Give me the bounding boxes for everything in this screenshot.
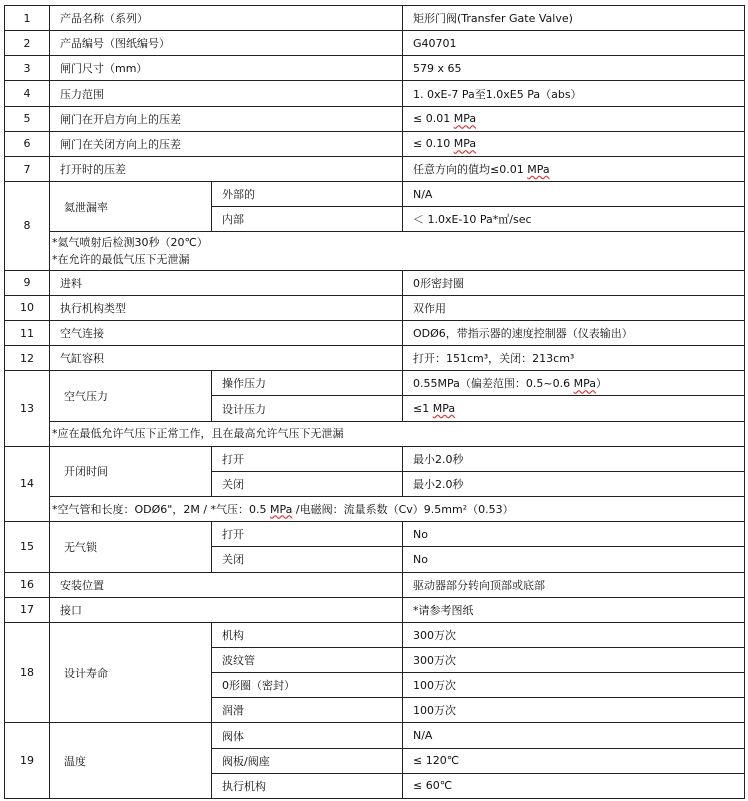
- sub-label: 阀体: [212, 723, 403, 748]
- value-text: 任意方向的值均≤0.01: [413, 163, 528, 177]
- field-value: N/A: [403, 723, 745, 748]
- field-value: 100万次: [403, 673, 745, 698]
- field-value: 驱动器部分转向顶部或底部: [403, 572, 745, 597]
- field-label: 打开时的压差: [50, 156, 403, 181]
- field-label: 空气压力: [50, 371, 212, 421]
- note-line: *在允许的最低气压下无泄漏: [52, 253, 190, 267]
- table-row: [5, 446, 745, 471]
- row-number: 2: [5, 31, 50, 56]
- field-value: 0形密封圈: [403, 270, 745, 295]
- field-label: 闸门在开启方向上的压差: [50, 106, 403, 131]
- sub-label: 外部的: [212, 182, 403, 207]
- sub-label: 波纹管: [212, 647, 403, 672]
- row-number: 19: [5, 723, 50, 799]
- field-value: *请参考图纸: [403, 597, 745, 622]
- note-cell: [50, 421, 745, 446]
- sub-label: 打开: [212, 522, 403, 547]
- unit-text: MPa: [270, 502, 293, 516]
- field-label: 气缸容积: [50, 346, 403, 371]
- table-row: [5, 6, 745, 31]
- field-value: 100万次: [403, 698, 745, 723]
- field-label: 设计寿命: [50, 622, 212, 723]
- row-number: 7: [5, 156, 50, 181]
- field-value: 打开：151cm³，关闭：213cm³: [403, 346, 745, 371]
- field-value: 双作用: [403, 295, 745, 320]
- table-row: [5, 31, 745, 56]
- table-row: [5, 232, 745, 270]
- field-label: 闸门尺寸（mm）: [50, 56, 403, 81]
- field-value: 1. 0xE-7 Pa至1.0xE5 Pa（abs）: [403, 81, 745, 106]
- row-number: 11: [5, 320, 50, 345]
- row-number: 14: [5, 446, 50, 521]
- field-value: [403, 106, 745, 131]
- unit-text: MPa: [573, 377, 596, 391]
- field-value: 300万次: [403, 622, 745, 647]
- sub-label: 0形圈（密封）: [212, 673, 403, 698]
- field-value: ODØ6，带指示器的速度控制器（仪表输出）: [403, 320, 745, 345]
- field-value: No: [403, 547, 745, 572]
- field-value: [403, 131, 745, 156]
- note-cell: [50, 232, 745, 270]
- table-row: [5, 497, 745, 522]
- field-value: 最小2.0秒: [403, 446, 745, 471]
- sub-label: 关闭: [212, 547, 403, 572]
- field-label: 产品名称（系列）: [50, 6, 403, 31]
- sub-label: 内部: [212, 207, 403, 232]
- row-number: 8: [5, 182, 50, 271]
- sub-label: 机构: [212, 622, 403, 647]
- note-line: *氦气喷射后检测30秒（20℃）: [52, 236, 208, 250]
- row-number: 6: [5, 131, 50, 156]
- field-value: 300万次: [403, 647, 745, 672]
- field-value: 579 x 65: [403, 56, 745, 81]
- note-cell: [50, 497, 745, 522]
- table-row: [5, 106, 745, 131]
- field-value: [403, 371, 745, 396]
- table-row: [5, 723, 745, 748]
- table-row: [5, 270, 745, 295]
- table-row: [5, 572, 745, 597]
- field-label: 接口: [50, 597, 403, 622]
- field-value: G40701: [403, 31, 745, 56]
- table-row: [5, 371, 745, 396]
- sub-label: 执行机构: [212, 773, 403, 798]
- row-number: 13: [5, 371, 50, 446]
- sub-label: 操作压力: [212, 371, 403, 396]
- field-label: 温度: [50, 723, 212, 799]
- sub-label: 关闭: [212, 471, 403, 496]
- field-label: 氦泄漏率: [50, 182, 212, 232]
- field-label: 闸门在关闭方向上的压差: [50, 131, 403, 156]
- sub-label: 设计压力: [212, 396, 403, 421]
- note-line: *应在最低允许气压下正常工作，且在最高允许气压下无泄漏: [52, 427, 344, 441]
- unit-text: MPa: [527, 163, 550, 177]
- field-value: N/A: [403, 182, 745, 207]
- spec-table: [4, 5, 745, 799]
- table-row: [5, 320, 745, 345]
- table-row: [5, 81, 745, 106]
- table-row: [5, 56, 745, 81]
- field-label: 压力范围: [50, 81, 403, 106]
- table-row: [5, 156, 745, 181]
- table-row: [5, 622, 745, 647]
- unit-text: MPa: [453, 112, 477, 126]
- field-value: 最小2.0秒: [403, 471, 745, 496]
- value-text: ≤1: [413, 402, 433, 415]
- field-label: 进料: [50, 270, 403, 295]
- field-label: 安装位置: [50, 572, 403, 597]
- table-row: [5, 522, 745, 547]
- field-value: [403, 396, 745, 421]
- row-number: 12: [5, 346, 50, 371]
- field-value: No: [403, 522, 745, 547]
- field-label: 空气连接: [50, 320, 403, 345]
- field-value: ≤ 60℃: [403, 773, 745, 798]
- row-number: 5: [5, 106, 50, 131]
- sub-label: 阀板/阀座: [212, 748, 403, 773]
- table-row: [5, 295, 745, 320]
- row-number: 3: [5, 56, 50, 81]
- value-text: ）: [595, 377, 607, 391]
- field-label: 无气锁: [50, 522, 212, 572]
- field-value: ≤ 120℃: [403, 748, 745, 773]
- row-number: 18: [5, 622, 50, 723]
- field-label: 执行机构类型: [50, 295, 403, 320]
- table-row: [5, 421, 745, 446]
- table-row: [5, 346, 745, 371]
- value-text: 0.55MPa（偏差范围：0.5~0.6: [413, 377, 574, 391]
- row-number: 17: [5, 597, 50, 622]
- row-number: 16: [5, 572, 50, 597]
- field-label: 产品编号（图纸编号）: [50, 31, 403, 56]
- row-number: 4: [5, 81, 50, 106]
- note-text: /电磁阀：流量系数（Cv）9.5mm²（0.53）: [292, 502, 514, 516]
- table-row: [5, 131, 745, 156]
- row-number: 9: [5, 270, 50, 295]
- field-value: 矩形门阀(Transfer Gate Valve): [403, 6, 745, 31]
- note-text: *空气管和长度：ODØ6"，2M / *气压：0.5: [52, 502, 271, 516]
- sub-label: 打开: [212, 446, 403, 471]
- field-label: 开闭时间: [50, 446, 212, 496]
- sub-label: 润滑: [212, 698, 403, 723]
- value-text: ≤ 0.01: [413, 112, 454, 126]
- unit-text: MPa: [453, 137, 477, 151]
- row-number: 10: [5, 295, 50, 320]
- value-text: ≤ 0.10: [413, 137, 454, 151]
- unit-text: MPa: [432, 402, 456, 415]
- field-value: [403, 156, 745, 181]
- field-value: ＜ 1.0xE-10 Pa*㎥/sec: [403, 207, 745, 232]
- table-row: [5, 597, 745, 622]
- table-row: [5, 182, 745, 207]
- row-number: 1: [5, 6, 50, 31]
- row-number: 15: [5, 522, 50, 572]
